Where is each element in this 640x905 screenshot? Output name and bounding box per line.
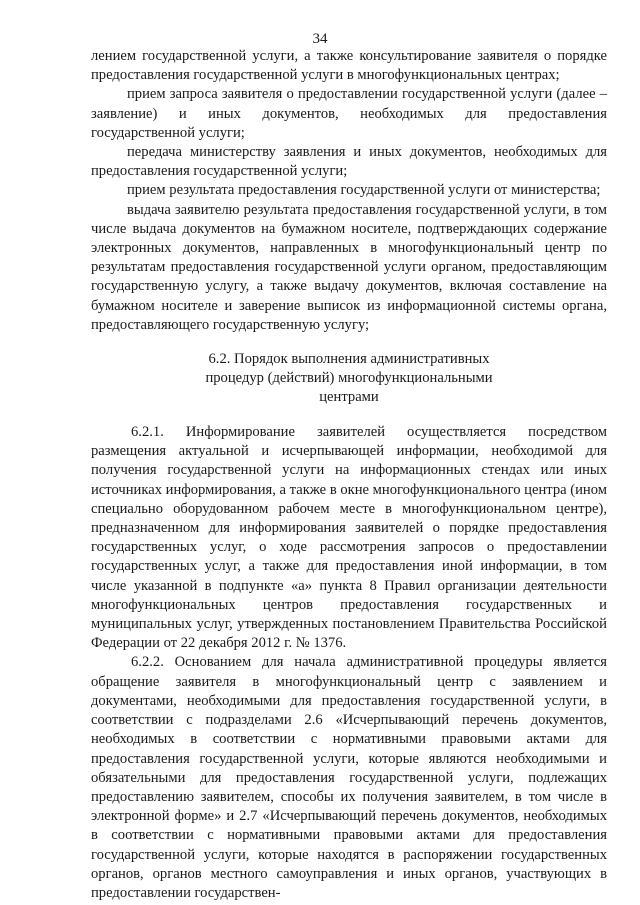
paragraph-6-2-1: 6.2.1. Информирование заявителей осуществляется посредством размещения актуальной и исчерпывающей информации, необходимой для получения государственной услуги на информационных стендах или иных источниках информирования, а также в окне многофункционального центра (ином специально оборудованном рабочем месте в многофункциональном центре), предназначенном для информирования заявителей о порядке предоставления государственных услуг, о ходе рассмотрения запросов о предоставлении государственных услуг, а также для предоставления иной информации, в том числе указанной в подпункте «а» пункта 8 Правил организации деятельности многофункциональных центров предоставления государственных и муниципальных услуг, утвержденных постановлением Правительства Российской Федерации от 22 декабря 2012 г. № 1376. [91, 424, 607, 652]
paragraph-6-2-2: 6.2.2. Основанием для начала административной процедуры является обращение заявителя в многофункциональный центр с заявлением и документами, необходимыми для предоставления государственной услуги, в соответствии с подразделами 2.6 «Исчерпывающий перечень документов, необходимых в соответствии с нормативными правовыми актами для предоставления государственной услуги, которые являются необходимыми и обязательными для предоставления государственной услуги, подлежащих предоставлению заявителем, способы их получения заявителем, в том числе в электронной форме» и 2.7 «Исчерпывающий перечень документов, необходимых в соответствии с нормативными правовыми актами для предоставления государственной услуги, которые находятся в распоряжении государственных органов, органов местного самоуправления и иных органов, участвующих в предоставлении государствен- [91, 654, 607, 901]
list-item-continuation: лением государственной услуги, а также консультирование заявителя о порядке предоставления государственной услуги в многофункциональных центрах; [91, 48, 607, 84]
document-body [91, 47, 607, 903]
section-heading-line: 6.2. Порядок выполнения административных [208, 351, 490, 368]
section-heading [91, 350, 607, 407]
list-item: выдача заявителю результата предоставления государственной услуги, в том числе выдача документов на бумажном носителе, подтверждающих содержание электронных документов, направленных в многофункциональный центр по результатам предоставления государственной услуги органом, предоставляющим государственную услугу, а также выдачу документов, включая составление на бумажном носителе и заверение выписок из информационной системы органа, предоставляющего государственную услугу; [91, 201, 607, 333]
list-item: прием запроса заявителя о предоставлении государственной услуги (далее – заявление) и иных документов, необходимых для предоставления государственной услуги; [91, 86, 607, 141]
section-heading-line: центрами [319, 389, 379, 406]
section-heading-line: процедур (действий) многофункциональными [205, 370, 493, 387]
list-item: прием результата предоставления государственной услуги от министерства; [127, 182, 601, 199]
page-number: 34 [312, 31, 328, 47]
list-item: передача министерству заявления и иных документов, необходимых для предоставления государственной услуги; [91, 144, 607, 180]
